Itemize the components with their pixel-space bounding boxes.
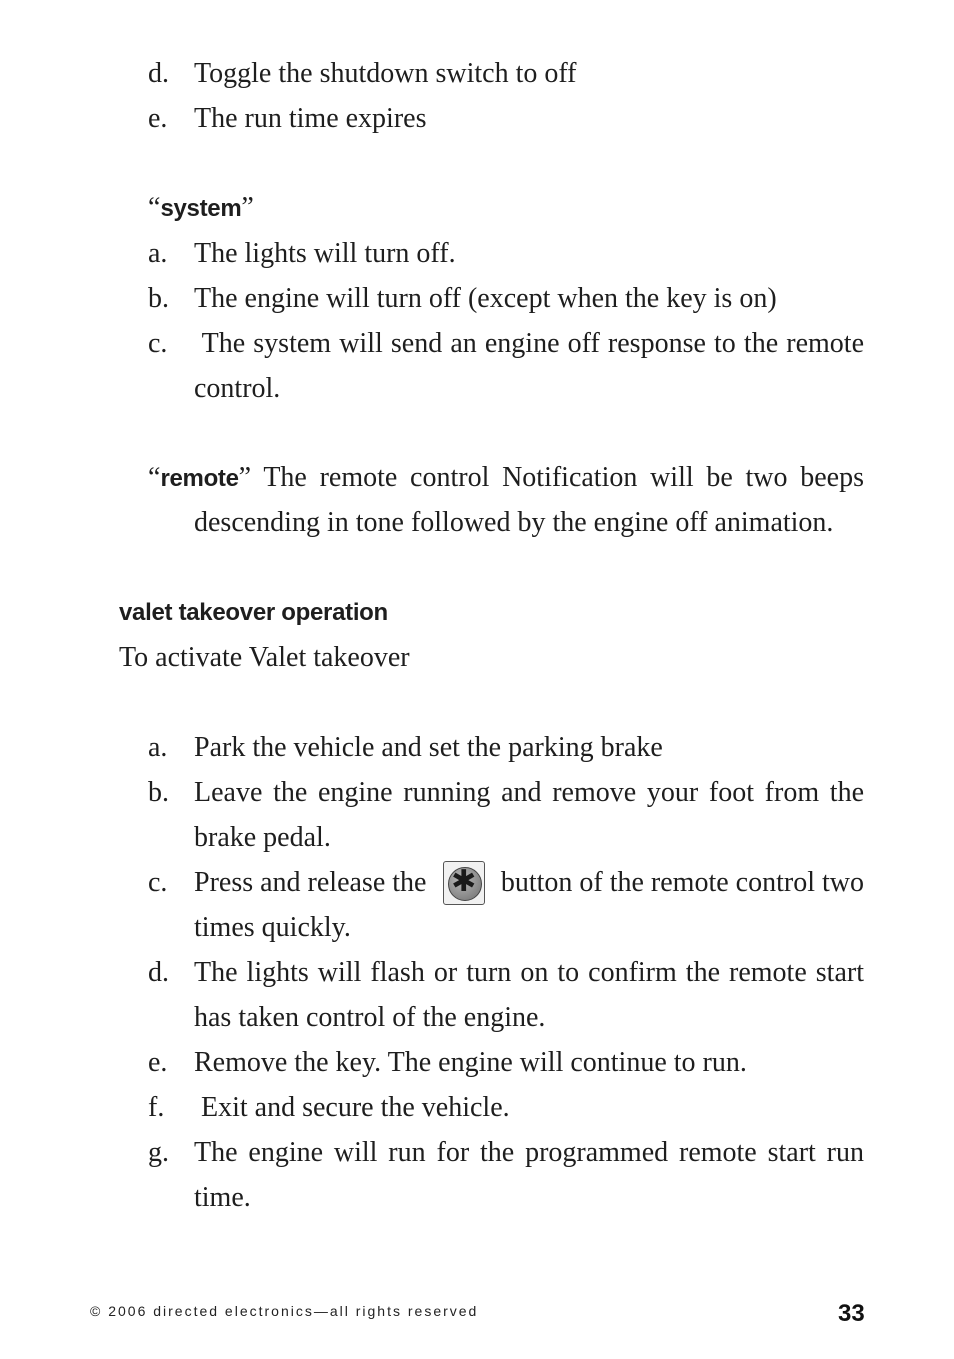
list-letter: d.	[148, 957, 169, 988]
remote-keyword: remote	[160, 465, 239, 492]
asterisk-button-icon: ✱	[443, 861, 485, 905]
list-letter: e.	[148, 103, 168, 134]
list-item-text	[194, 860, 864, 905]
page-number: 33	[838, 1300, 865, 1327]
open-quote: “	[148, 192, 161, 223]
copyright-footer: © 2006 directed electronics—all rights reserved	[90, 1303, 479, 1319]
list-item-text: The system will send an engine off response to the remote	[194, 328, 864, 359]
list-item-text: Remove the key. The engine will continue to run.	[194, 1047, 747, 1078]
list-item-text: The engine will run for the programmed remote start run	[194, 1137, 864, 1168]
list-item-text-continued: has taken control of the engine.	[194, 1002, 546, 1033]
list-item-text-continued: control.	[194, 373, 281, 404]
list-letter: c.	[148, 867, 168, 898]
list-item-text-before-icon: Press and release the	[194, 867, 427, 898]
list-item-text: The lights will flash or turn on to confirm the remote start	[194, 957, 864, 988]
list-item-text-continued: brake pedal.	[194, 822, 331, 853]
list-letter: e.	[148, 1047, 168, 1078]
list-letter: a.	[148, 732, 168, 763]
list-item-text: The engine will turn off (except when the key is on)	[194, 283, 777, 314]
list-item-text: The run time expires	[194, 103, 427, 134]
list-letter: d.	[148, 58, 169, 89]
list-letter: a.	[148, 238, 168, 269]
list-item-text-continued: times quickly.	[194, 912, 351, 943]
list-item-text-after-icon: button of the remote control two	[500, 867, 864, 898]
list-letter: f.	[148, 1092, 165, 1123]
section-intro: To activate Valet takeover	[119, 642, 410, 673]
list-letter: b.	[148, 777, 169, 808]
list-item-text: Leave the engine running and remove your foot from the	[194, 777, 864, 808]
list-letter: c.	[148, 328, 168, 359]
list-item-text: Park the vehicle and set the parking brake	[194, 732, 663, 763]
system-keyword: system	[160, 195, 242, 222]
remote-paragraph-line2: descending in tone followed by the engine off animation.	[194, 507, 834, 538]
section-title: valet takeover operation	[119, 599, 388, 626]
remote-paragraph-line1	[148, 455, 864, 501]
list-letter: b.	[148, 283, 169, 314]
list-item-text: The lights will turn off.	[194, 238, 456, 269]
list-letter: g.	[148, 1137, 169, 1168]
list-item-text-continued: time.	[194, 1182, 251, 1213]
system-heading	[148, 185, 254, 231]
open-quote: “	[148, 462, 161, 493]
list-item-text: Toggle the shutdown switch to off	[194, 58, 577, 89]
remote-paragraph-text: ” The remote control Notification will be two beeps	[238, 462, 864, 493]
close-quote: ”	[241, 192, 254, 223]
list-item-text: Exit and secure the vehicle.	[194, 1092, 510, 1123]
